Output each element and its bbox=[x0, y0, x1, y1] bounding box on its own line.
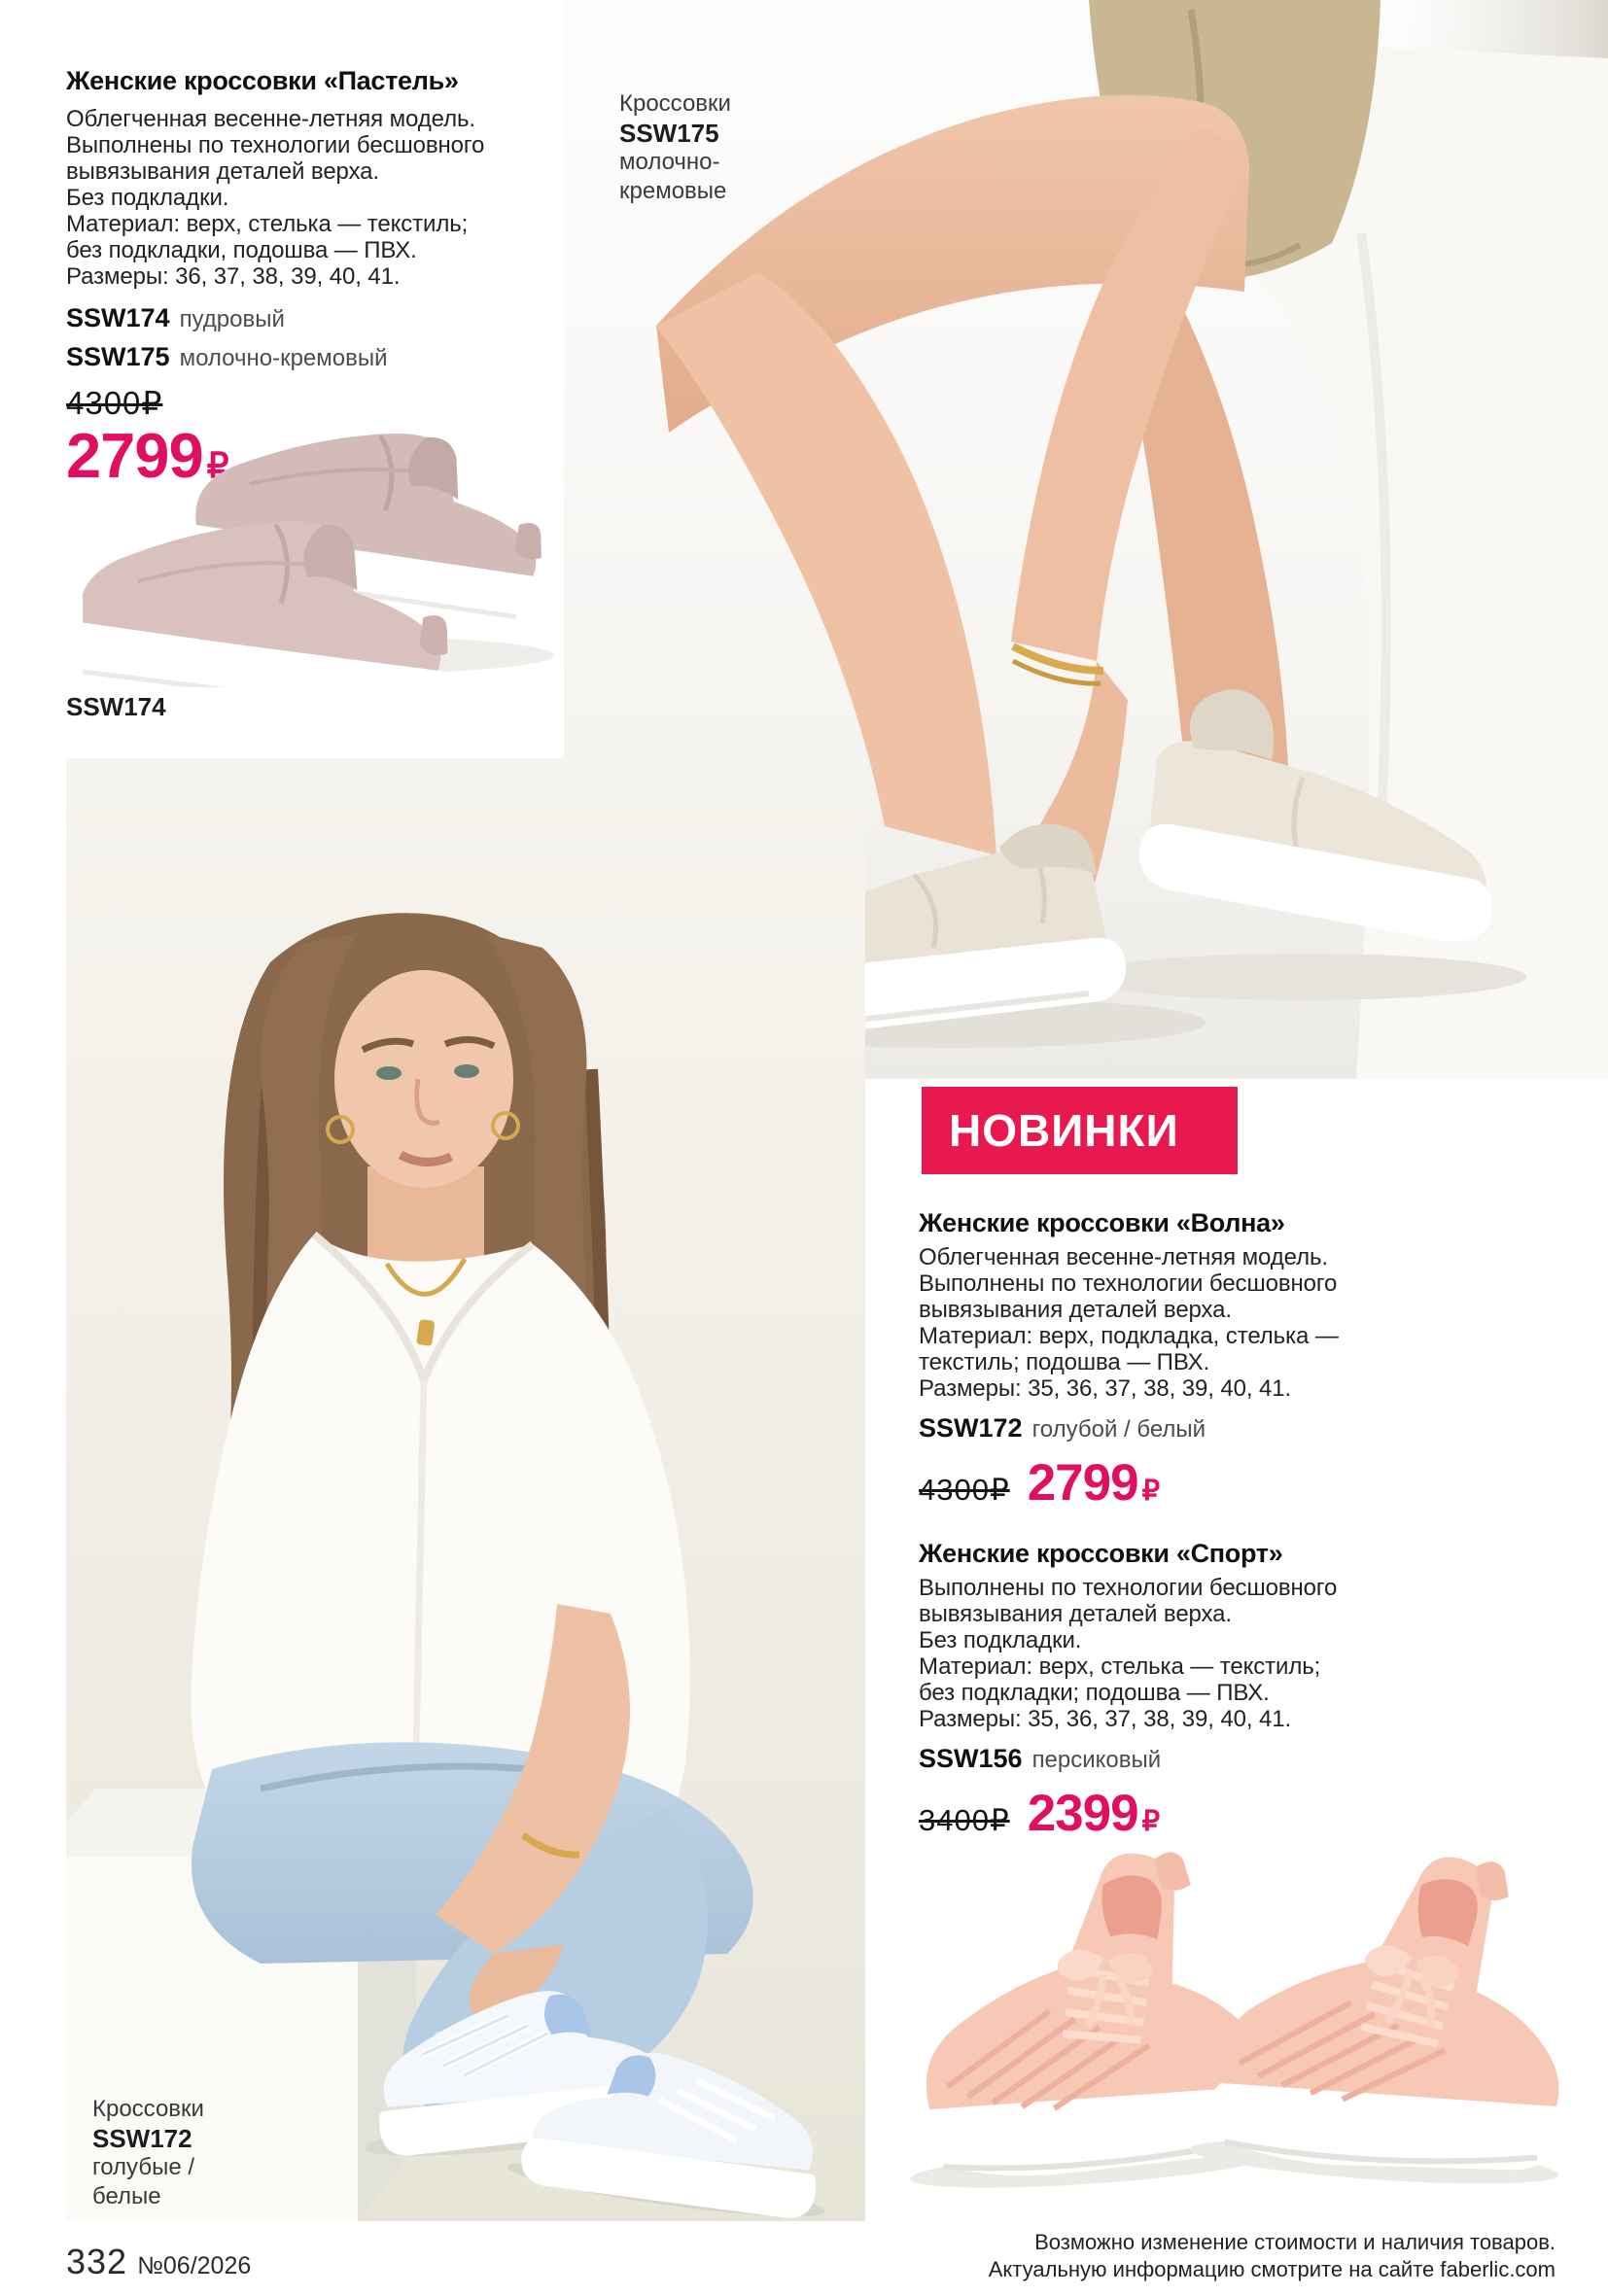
desc-line: Облегченная весенне-летняя модель. bbox=[919, 1244, 1328, 1270]
old-price: 4300₽ bbox=[919, 1473, 1010, 1507]
desc-line: Размеры: 35, 36, 37, 38, 39, 40, 41. bbox=[919, 1375, 1292, 1402]
label-ssw172 bbox=[92, 2095, 204, 2211]
desc-line: Материал: верх, стелька — текстиль; bbox=[66, 211, 469, 237]
ruble-sign: ₽ bbox=[1141, 1476, 1160, 1507]
sku-code: SSW172 bbox=[919, 1413, 1023, 1443]
desc-line: Выполнены по технологии бесшовного bbox=[919, 1270, 1338, 1297]
desc-line: Размеры: 36, 37, 38, 39, 40, 41. bbox=[66, 263, 401, 290]
label-ssw175 bbox=[619, 89, 731, 206]
product-description bbox=[919, 1244, 1463, 1402]
desc-line: Выполнены по технологии бесшовного bbox=[919, 1575, 1338, 1601]
desc-line: текстиль; подошва — ПВХ. bbox=[919, 1349, 1210, 1375]
desc-line: Облегченная весенне-летняя модель. bbox=[66, 106, 475, 132]
desc-line: Материал: верх, стелька — текстиль; bbox=[919, 1653, 1321, 1680]
page-number: 332 bbox=[66, 2242, 128, 2281]
sku-row bbox=[919, 1413, 1463, 1444]
new-price: 2399 ₽ bbox=[1027, 1785, 1160, 1842]
photo-model-ssw172 bbox=[66, 758, 865, 2221]
desc-line: Выполнены по технологии бесшовного bbox=[66, 132, 485, 158]
label-color-line: кремовые bbox=[619, 178, 727, 204]
photo-ssw156-product bbox=[875, 1810, 1608, 2223]
price-row bbox=[919, 1454, 1463, 1512]
label-code: SSW172 bbox=[92, 2124, 192, 2153]
old-price: 3400₽ bbox=[919, 1803, 1010, 1837]
sku-color: пудровый bbox=[179, 306, 285, 332]
product-block-volna bbox=[919, 1208, 1463, 1512]
label-product: Кроссовки bbox=[92, 2096, 204, 2122]
sku-row bbox=[919, 1744, 1463, 1774]
sku-row bbox=[66, 303, 572, 333]
new-price: 2799 ₽ bbox=[1027, 1454, 1160, 1512]
model-illustration bbox=[66, 758, 865, 2221]
peach-sneakers-illustration bbox=[875, 1810, 1608, 2223]
issue-number: №06/2026 bbox=[137, 2252, 252, 2279]
sku-color: персиковый bbox=[1031, 1747, 1162, 1773]
label-color-line: голубые / bbox=[92, 2154, 194, 2180]
desc-line: Размеры: 35, 36, 37, 38, 39, 40, 41. bbox=[919, 1706, 1292, 1732]
ruble-sign: ₽ bbox=[1141, 1806, 1160, 1837]
peach-sneaker-right bbox=[1189, 1840, 1581, 2192]
desc-line: Без подкладки. bbox=[66, 185, 229, 211]
desc-line: без подкладки; подошва — ПВХ. bbox=[919, 1680, 1270, 1706]
photo-ssw174-product bbox=[83, 352, 583, 687]
disclaimer-line: Актуальную информацию смотрите на сайте faberlic.com bbox=[988, 2257, 1556, 2281]
sku-color: голубой / белый bbox=[1031, 1416, 1206, 1443]
novinki-banner: НОВИНКИ bbox=[922, 1087, 1238, 1174]
disclaimer-line: Возможно изменение стоимости и наличия товаров. bbox=[1034, 2230, 1556, 2254]
product-title: Женские кроссовки «Пастель» bbox=[66, 66, 459, 95]
desc-line: вывязывания деталей верха. bbox=[919, 1297, 1232, 1323]
label-ssw174: SSW174 bbox=[66, 692, 166, 721]
desc-line: Материал: верх, подкладка, стелька — bbox=[919, 1323, 1339, 1349]
footer-disclaimer bbox=[989, 2229, 1556, 2283]
desc-line: Без подкладки. bbox=[919, 1627, 1082, 1653]
label-code: SSW175 bbox=[619, 119, 719, 148]
new-price: 2799 ₽ bbox=[66, 420, 228, 491]
product-description bbox=[919, 1575, 1463, 1732]
pink-slipons-illustration bbox=[83, 352, 583, 687]
label-color-line: молочно- bbox=[619, 149, 720, 175]
product-title: Женские кроссовки «Спорт» bbox=[919, 1539, 1283, 1568]
footer-page-info bbox=[66, 2242, 251, 2282]
label-color-line: белые bbox=[92, 2183, 161, 2209]
product-description bbox=[66, 106, 572, 290]
sku-code: SSW174 bbox=[66, 303, 170, 332]
desc-line: без подкладки, подошва — ПВХ. bbox=[66, 237, 417, 263]
desc-line: вывязывания деталей верха. bbox=[919, 1601, 1232, 1627]
old-price: 4300₽ bbox=[66, 385, 163, 421]
desc-line: вывязывания деталей верха. bbox=[66, 158, 379, 185]
label-product: Кроссовки bbox=[619, 90, 731, 117]
product-block-sport bbox=[919, 1539, 1463, 1842]
sku-code: SSW175 bbox=[66, 342, 170, 371]
product-title: Женские кроссовки «Волна» bbox=[919, 1208, 1285, 1237]
sku-color: молочно-кремовый bbox=[179, 345, 388, 371]
ruble-sign: ₽ bbox=[206, 445, 228, 485]
sku-code: SSW156 bbox=[919, 1744, 1023, 1773]
